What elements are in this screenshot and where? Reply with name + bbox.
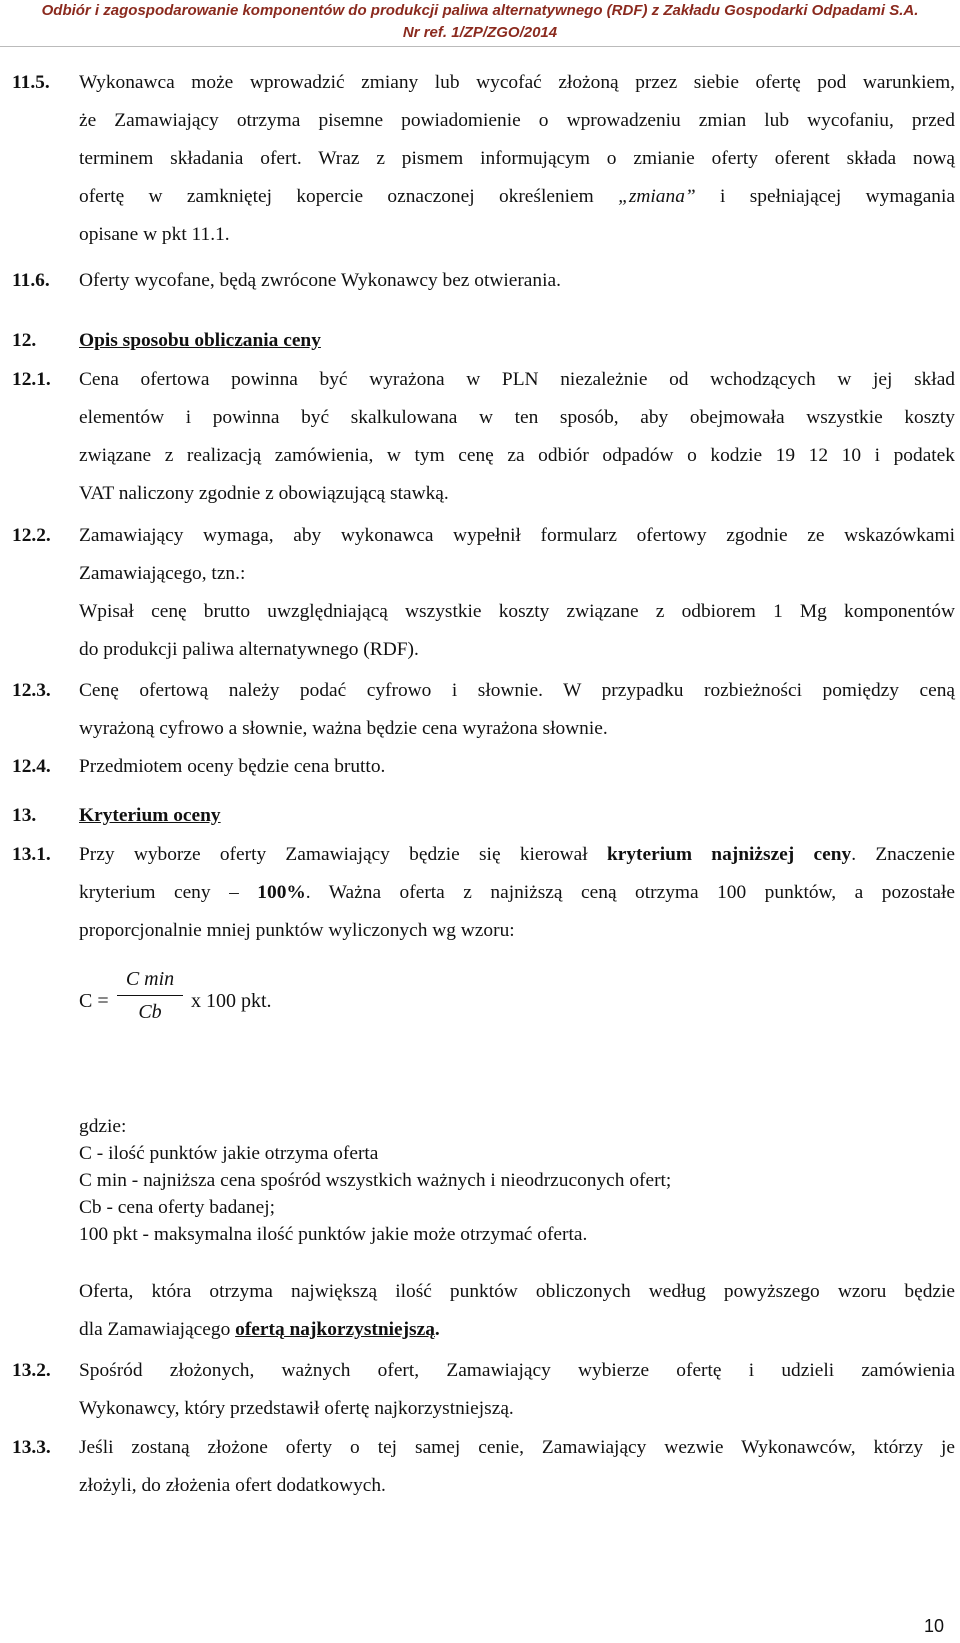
- formula-fraction: [117, 966, 183, 1025]
- text-line: złożyli, do złożenia ofert dodatkowych.: [79, 1475, 386, 1496]
- text-line: terminem składania ofert. Wraz z pismem informującym o zmianie oferty oferent składa nową: [79, 148, 955, 169]
- legend-item: 100 pkt - maksymalna ilość punktów jakie może otrzymać oferta.: [79, 1224, 588, 1245]
- text-line: Zamawiający wymaga, aby wykonawca wypełnił formularz ofertowy zgodnie ze wskazówkami: [79, 525, 955, 546]
- text-line: związane z realizacją zamówienia, w tym cenę za odbiór odpadów o kodzie 19 12 10 i podatek: [79, 445, 955, 466]
- section-number: 12.4.: [12, 756, 51, 777]
- legend-item: Cb - cena oferty badanej;: [79, 1197, 275, 1218]
- formula-lhs: C =: [79, 990, 109, 1012]
- section-number: 11.5.: [12, 72, 50, 93]
- text-line: do produkcji paliwa alternatywnego (RDF).: [79, 639, 419, 660]
- text-line: dla Zamawiającego ofertą najkorzystniejszą.: [79, 1319, 440, 1340]
- best-offer-emphasis: ofertą najkorzystniejszą: [235, 1319, 435, 1340]
- section-number: 13.3.: [12, 1437, 51, 1458]
- text-line: Oferty wycofane, będą zwrócone Wykonawcy bez otwierania.: [79, 270, 561, 291]
- text-line: proporcjonalnie mniej punktów wyliczonych wg wzoru:: [79, 920, 515, 941]
- section-number: 13.1.: [12, 844, 51, 865]
- section-title: Opis sposobu obliczania ceny: [79, 330, 321, 351]
- text-line: opisane w pkt 11.1.: [79, 224, 230, 245]
- legend-item: C - ilość punktów jakie otrzyma oferta: [79, 1143, 379, 1164]
- fraction-bar: [117, 995, 183, 996]
- text-line: wyrażoną cyfrowo a słownie, ważna będzie cena wyrażona słownie.: [79, 718, 608, 739]
- formula-rhs: x 100 pkt.: [191, 990, 272, 1012]
- text-line: Wykonawcy, który przedstawił ofertę najkorzystniejszą.: [79, 1398, 514, 1419]
- text-line: Przy wyborze oferty Zamawiający będzie się kierował kryterium najniższej ceny. Znaczenie: [79, 844, 955, 865]
- page-number: 10: [923, 1616, 944, 1636]
- text-line: ofertę w zamkniętej kopercie oznaczonej określeniem „zmiana” i spełniającej wymagania: [79, 186, 955, 207]
- legend-item: C min - najniższa cena spośród wszystkich ważnych i nieodrzuconych ofert;: [79, 1170, 672, 1191]
- text-line: elementów i powinna być skalkulowana w ten sposób, aby obejmowała wszystkie koszty: [79, 407, 955, 428]
- text-line: Spośród złożonych, ważnych ofert, Zamawiający wybierze ofertę i udzieli zamówienia: [79, 1360, 955, 1381]
- legend-intro: gdzie:: [79, 1116, 127, 1137]
- header-title: Odbiór i zagospodarowanie komponentów do produkcji paliwa alternatywnego (RDF) z Zakładu Gospodarki Odpadami S.A.: [41, 2, 919, 19]
- formula-denominator: Cb: [138, 1001, 162, 1023]
- section-number: 13.: [12, 805, 37, 826]
- text-line: Jeśli zostaną złożone oferty o tej samej cenie, Zamawiający wezwie Wykonawców, którzy je: [79, 1437, 955, 1458]
- text-line: Przedmiotem oceny będzie cena brutto.: [79, 756, 386, 777]
- text-line: Cenę ofertową należy podać cyfrowo i słownie. W przypadku rozbieżności pomiędzy ceną: [79, 680, 955, 701]
- section-number: 12.1.: [12, 369, 51, 390]
- criterion-emphasis: kryterium najniższej ceny: [606, 844, 852, 865]
- text-line: Oferta, która otrzyma największą ilość punktów obliczonych według powyższego wzoru będzie: [79, 1281, 955, 1302]
- header-reference: Nr ref. 1/ZP/ZGO/2014: [402, 24, 558, 41]
- text-line: że Zamawiający otrzyma pisemne powiadomienie o wprowadzeniu zmian lub wycofaniu, przed: [79, 110, 955, 131]
- section-number: 11.6.: [12, 270, 50, 291]
- quoted-term: „zmiana”: [618, 186, 696, 207]
- text-line: Wykonawca może wprowadzić zmiany lub wycofać złożoną przez siebie ofertę pod warunkiem,: [79, 72, 955, 93]
- header-divider: [0, 46, 960, 47]
- section-number: 13.2.: [12, 1360, 51, 1381]
- weight-emphasis: 100%: [257, 882, 306, 903]
- text-line: Wpisał cenę brutto uwzględniającą wszystkie koszty związane z odbiorem 1 Mg komponentów: [79, 601, 955, 622]
- document-header: [0, 0, 960, 44]
- text-line: Zamawiającego, tzn.:: [79, 563, 246, 584]
- section-number: 12.3.: [12, 680, 51, 701]
- text-line: VAT naliczony zgodnie z obowiązującą stawką.: [79, 483, 449, 504]
- section-number: 12.2.: [12, 525, 51, 546]
- section-number: 12.: [12, 330, 37, 351]
- text-line: Cena ofertowa powinna być wyrażona w PLN niezależnie od wchodzących w jej skład: [79, 369, 955, 390]
- section-title: Kryterium oceny: [79, 805, 221, 826]
- formula-numerator: C min: [125, 968, 175, 990]
- text-line: kryterium ceny – 100%. Ważna oferta z najniższą ceną otrzyma 100 punktów, a pozostałe: [79, 882, 955, 903]
